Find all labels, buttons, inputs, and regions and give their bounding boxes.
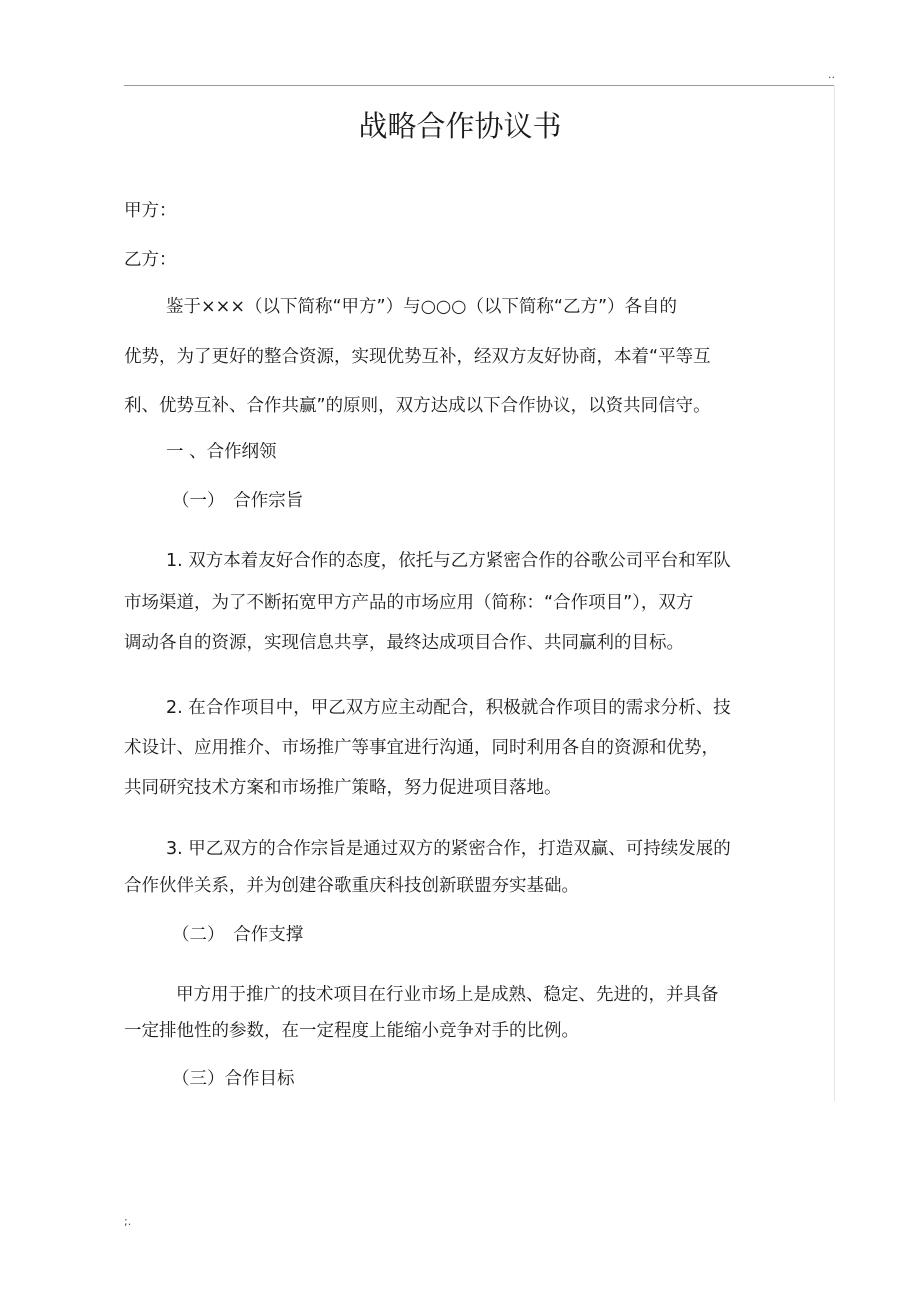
item-1-line-3: 调动各自的资源，实现信息共享，最终达成项目合作、共同赢利的目标。	[124, 633, 684, 653]
item-3-line-1: 3. 甲乙双方的合作宗旨是通过双方的紧密合作，打造双赢、可持续发展的	[166, 839, 731, 859]
item-2-line-2: 术设计、应用推介、市场推广等事宜进行沟通，同时利用各自的资源和优势，	[124, 738, 719, 758]
item-1-line-2: 市场渠道，为了不断拓宽甲方产品的市场应用（简称：“合作项目”），双方	[124, 593, 694, 613]
item-1-line-1: 1. 双方本着友好合作的态度，依托与乙方紧密合作的谷歌公司平台和军队	[166, 551, 731, 571]
document-title: 战略合作协议书	[358, 109, 562, 143]
subsection-1-heading: （一） 合作宗旨	[172, 491, 304, 511]
header-rule	[124, 85, 834, 86]
item-2-line-3: 共同研究技术方案和市场推广策略，努力促进项目落地。	[124, 778, 562, 798]
footer-mark: ;.	[124, 1215, 132, 1228]
section-1-heading: 一 、合作纲领	[166, 442, 277, 462]
party-a-label: 甲方：	[124, 201, 177, 221]
intro-line-3: 利、优势互补、合作共赢”的原则，双方达成以下合作协议，以资共同信守。	[124, 396, 711, 416]
subsection-3-heading: （三）合作目标	[172, 1069, 295, 1089]
party-b-label: 乙方：	[124, 250, 177, 270]
support-line-2: 一定排他性的参数，在一定程度上能缩小竞争对手的比例。	[124, 1021, 579, 1041]
item-2-line-1: 2. 在合作项目中，甲乙双方应主动配合，积极就合作项目的需求分析、技	[166, 698, 731, 718]
header-mark: ..	[828, 68, 835, 81]
support-line-1: 甲方用于推广的技术项目在行业市场上是成熟、稳定、先进的，并具备	[176, 985, 719, 1005]
intro-line-2: 优势，为了更好的整合资源，实现优势互补，经双方友好协商，本着“平等互	[124, 347, 711, 367]
item-3-line-2: 合作伙伴关系，并为创建谷歌重庆科技创新联盟夯实基础。	[124, 876, 579, 896]
subsection-2-heading: （二） 合作支撑	[172, 925, 304, 945]
intro-line-1: 鉴于×××（以下简称“甲方”）与○○○（以下简称“乙方”）各自的	[166, 297, 678, 317]
page-edge-line	[834, 86, 835, 1101]
